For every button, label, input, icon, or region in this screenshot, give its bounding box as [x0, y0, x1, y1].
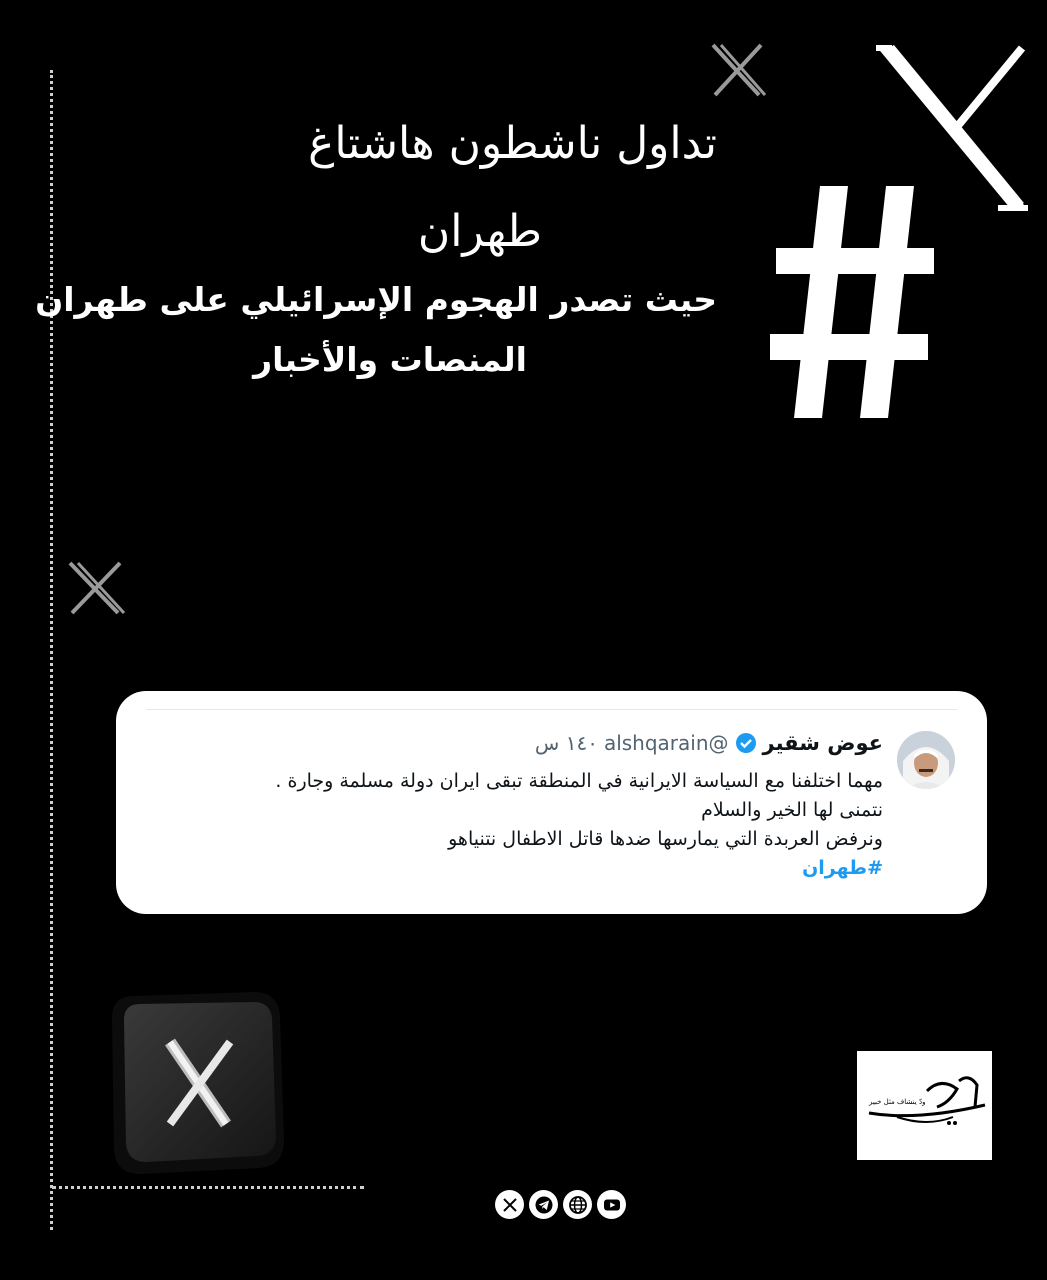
youtube-social-button[interactable] — [597, 1190, 626, 1219]
author-handle[interactable]: @alshqarain — [603, 731, 729, 755]
telegram-social-button[interactable] — [529, 1190, 558, 1219]
avatar-person-icon — [897, 731, 955, 789]
x-logo-icon-left — [66, 560, 126, 616]
headline-line-2: طهران — [417, 206, 542, 257]
tweet-top-divider — [146, 709, 957, 710]
x-icon — [502, 1197, 518, 1213]
social-icons-row — [495, 1190, 626, 1219]
headline-line-1: تداول ناشطون هاشتاغ — [308, 118, 717, 169]
x-social-button[interactable] — [495, 1190, 524, 1219]
tweet-header — [535, 731, 883, 755]
telegram-icon — [535, 1196, 553, 1214]
headline-line-4: المنصات والأخبار — [253, 340, 527, 379]
tweet-line-2: نتمنى لها الخير والسلام — [701, 799, 883, 821]
website-social-button[interactable] — [563, 1190, 592, 1219]
tweet-hashtag-link[interactable]: #طهران — [802, 857, 883, 879]
tweet-line-1: مهما اختلفنا مع السياسة الايرانية في المنطقة تبقى ايران دولة مسلمة وجارة . — [275, 770, 883, 792]
dotted-divider-vertical — [50, 70, 53, 1230]
verified-badge-icon — [735, 732, 757, 754]
dotted-divider-horizontal — [52, 1186, 364, 1189]
avatar[interactable] — [897, 731, 955, 789]
x-app-icon — [104, 990, 286, 1176]
hashtag-symbol-icon — [768, 186, 938, 418]
brand-tagline: ودّ ينشاف مثل خبير — [869, 1098, 926, 1106]
youtube-icon — [602, 1195, 622, 1215]
globe-icon — [568, 1195, 588, 1215]
author-name[interactable]: عوض شقير — [762, 731, 883, 755]
tweet-body — [275, 767, 883, 883]
tweet-time: ١٤٠ س — [534, 731, 598, 755]
tweet-line-3: ونرفض العربدة التي يمارسها ضدها قاتل الاطفال نتنياهو — [448, 828, 883, 850]
brand-logo — [857, 1051, 992, 1160]
headline-line-3: حيث تصدر الهجوم الإسرائيلي على طهران — [35, 280, 717, 319]
x-logo-icon-small — [709, 42, 767, 98]
tweet-card — [116, 691, 987, 914]
